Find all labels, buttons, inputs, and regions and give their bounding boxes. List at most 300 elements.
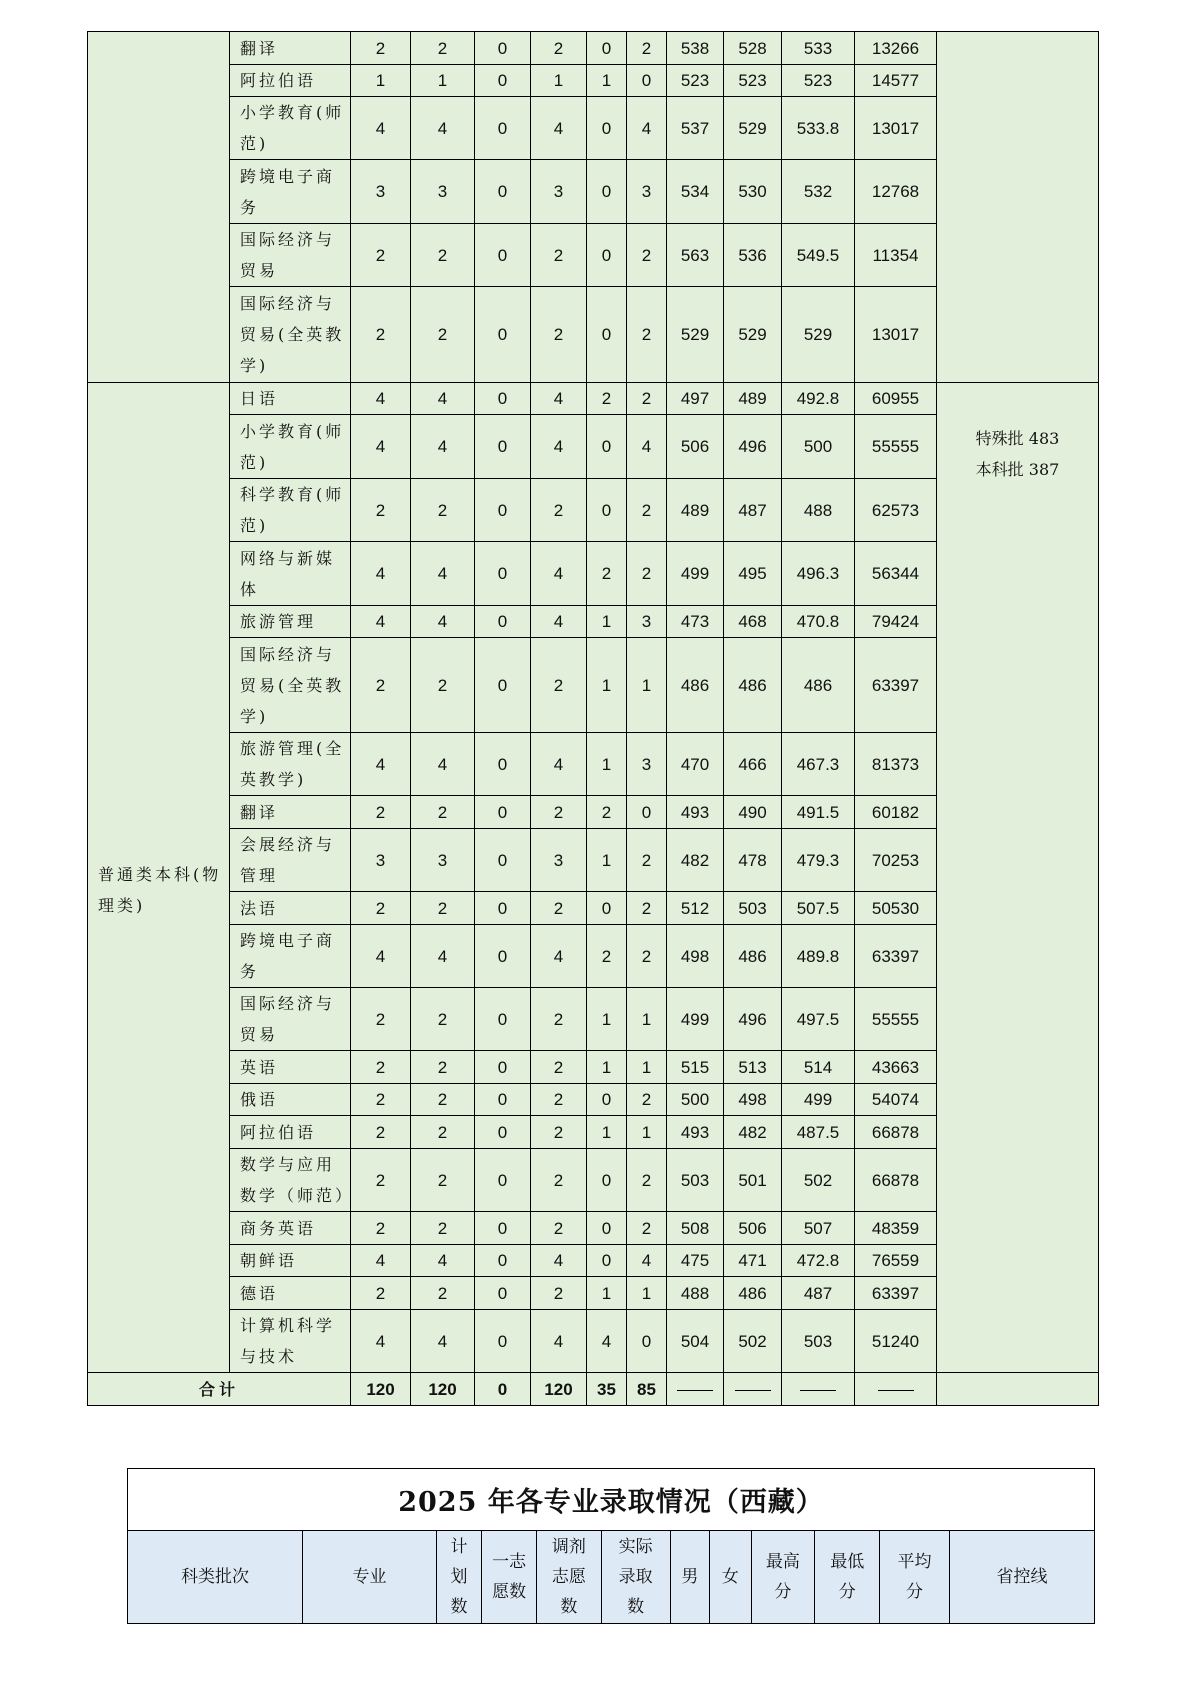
header-line: 分	[774, 1582, 792, 1602]
min-cell: 468	[724, 606, 782, 638]
adjusted-cell: 0	[475, 542, 531, 606]
first-choice-cell: 4	[411, 733, 475, 796]
total-first-choice: 120	[411, 1373, 475, 1406]
rank-cell: 62573	[855, 479, 937, 542]
female-cell: 1	[627, 988, 667, 1051]
male-cell: 0	[587, 1212, 627, 1245]
male-cell: 1	[587, 988, 627, 1051]
max-cell: 523	[667, 65, 724, 97]
plan-cell: 2	[351, 1277, 411, 1310]
max-cell: 482	[667, 829, 724, 892]
avg-cell: 532	[782, 160, 855, 224]
adjusted-cell: 0	[475, 1149, 531, 1212]
dash-placeholder	[677, 1390, 713, 1391]
adjusted-cell: 0	[475, 1084, 531, 1116]
avg-cell: 487.5	[782, 1116, 855, 1149]
header-admitted	[601, 1531, 670, 1624]
female-cell: 3	[627, 160, 667, 224]
header-major	[303, 1531, 437, 1624]
min-cell: 501	[724, 1149, 782, 1212]
header-line: 专业	[352, 1567, 387, 1587]
max-cell: 473	[667, 606, 724, 638]
header-line: 数	[560, 1597, 578, 1617]
male-cell: 4	[587, 1310, 627, 1373]
total-rank	[855, 1373, 937, 1406]
plan-cell: 3	[351, 829, 411, 892]
adjusted-cell: 0	[475, 415, 531, 479]
plan-cell: 2	[351, 892, 411, 925]
male-cell: 0	[587, 415, 627, 479]
major-cell: 计算机科学与技术	[230, 1310, 351, 1373]
avg-cell: 523	[782, 65, 855, 97]
min-cell: 496	[724, 988, 782, 1051]
major-cell: 俄语	[230, 1084, 351, 1116]
major-cell: 翻译	[230, 796, 351, 829]
male-cell: 2	[587, 796, 627, 829]
avg-cell: 467.3	[782, 733, 855, 796]
max-cell: 500	[667, 1084, 724, 1116]
header-line: 女	[721, 1567, 739, 1587]
admitted-cell: 2	[531, 32, 587, 65]
avg-cell: 472.8	[782, 1245, 855, 1277]
first-choice-cell: 2	[411, 988, 475, 1051]
first-choice-cell: 4	[411, 1245, 475, 1277]
plan-cell: 2	[351, 1149, 411, 1212]
min-cell: 502	[724, 1310, 782, 1373]
max-cell: 493	[667, 1116, 724, 1149]
female-cell: 2	[627, 542, 667, 606]
rank-cell: 11354	[855, 224, 937, 287]
min-cell: 528	[724, 32, 782, 65]
max-cell: 499	[667, 542, 724, 606]
min-cell: 498	[724, 1084, 782, 1116]
header-control-line	[949, 1531, 1094, 1624]
adjusted-cell: 0	[475, 32, 531, 65]
adjusted-cell: 0	[475, 925, 531, 988]
female-cell: 2	[627, 892, 667, 925]
dash-placeholder	[735, 1390, 771, 1391]
major-cell: 旅游管理(全英教学)	[230, 733, 351, 796]
max-cell: 489	[667, 479, 724, 542]
first-choice-cell: 4	[411, 606, 475, 638]
rank-cell: 60182	[855, 796, 937, 829]
avg-cell: 529	[782, 287, 855, 383]
first-choice-cell: 2	[411, 638, 475, 733]
admitted-cell: 4	[531, 97, 587, 160]
max-cell: 486	[667, 638, 724, 733]
rank-cell: 55555	[855, 988, 937, 1051]
total-control-line	[937, 1373, 1099, 1406]
avg-cell: 514	[782, 1051, 855, 1084]
max-cell: 470	[667, 733, 724, 796]
female-cell: 2	[627, 1084, 667, 1116]
adjusted-cell: 0	[475, 383, 531, 415]
adjusted-cell: 0	[475, 733, 531, 796]
major-cell: 英语	[230, 1051, 351, 1084]
male-cell: 0	[587, 287, 627, 383]
header-line: 数	[450, 1597, 468, 1617]
female-cell: 2	[627, 925, 667, 988]
male-cell: 0	[587, 160, 627, 224]
table-title: 2025 年各专业录取情况（西藏）	[128, 1469, 1095, 1531]
header-line: 省控线	[996, 1567, 1048, 1587]
header-line: 划	[450, 1567, 468, 1587]
first-choice-cell: 2	[411, 287, 475, 383]
first-choice-cell: 2	[411, 1116, 475, 1149]
header-line: 平均	[897, 1552, 932, 1572]
plan-cell: 3	[351, 160, 411, 224]
plan-cell: 2	[351, 988, 411, 1051]
header-female	[710, 1531, 752, 1624]
min-cell: 490	[724, 796, 782, 829]
max-cell: 499	[667, 988, 724, 1051]
admitted-cell: 2	[531, 638, 587, 733]
male-cell: 2	[587, 925, 627, 988]
admitted-cell: 4	[531, 1245, 587, 1277]
max-cell: 498	[667, 925, 724, 988]
plan-cell: 4	[351, 1310, 411, 1373]
header-line: 男	[681, 1567, 699, 1587]
female-cell: 1	[627, 1116, 667, 1149]
plan-cell: 4	[351, 542, 411, 606]
min-cell: 530	[724, 160, 782, 224]
rank-cell: 66878	[855, 1149, 937, 1212]
min-cell: 486	[724, 638, 782, 733]
female-cell: 1	[627, 1051, 667, 1084]
male-cell: 0	[587, 1245, 627, 1277]
header-max	[751, 1531, 815, 1624]
admitted-cell: 4	[531, 383, 587, 415]
max-cell: 515	[667, 1051, 724, 1084]
adjusted-cell: 0	[475, 829, 531, 892]
rank-cell: 51240	[855, 1310, 937, 1373]
adjusted-cell: 0	[475, 479, 531, 542]
max-cell: 506	[667, 415, 724, 479]
male-cell: 1	[587, 65, 627, 97]
male-cell: 0	[587, 32, 627, 65]
admitted-cell: 3	[531, 160, 587, 224]
rank-cell: 66878	[855, 1116, 937, 1149]
adjusted-cell: 0	[475, 796, 531, 829]
admitted-cell: 2	[531, 892, 587, 925]
major-cell: 数学与应用数学（师范）	[230, 1149, 351, 1212]
header-line: 愿数	[492, 1582, 527, 1602]
first-choice-cell: 3	[411, 829, 475, 892]
admitted-cell: 1	[531, 65, 587, 97]
adjusted-cell: 0	[475, 224, 531, 287]
rank-cell: 50530	[855, 892, 937, 925]
first-choice-cell: 2	[411, 224, 475, 287]
admitted-cell: 2	[531, 1277, 587, 1310]
plan-cell: 1	[351, 65, 411, 97]
min-cell: 506	[724, 1212, 782, 1245]
avg-cell: 479.3	[782, 829, 855, 892]
category-cell	[88, 32, 230, 383]
rank-cell: 79424	[855, 606, 937, 638]
avg-cell: 500	[782, 415, 855, 479]
rank-cell: 60955	[855, 383, 937, 415]
header-line: 分	[838, 1582, 856, 1602]
plan-cell: 4	[351, 733, 411, 796]
major-cell: 国际经济与贸易(全英教学)	[230, 287, 351, 383]
avg-cell: 507.5	[782, 892, 855, 925]
header-line: 计	[450, 1537, 468, 1557]
admitted-cell: 4	[531, 415, 587, 479]
major-cell: 德语	[230, 1277, 351, 1310]
female-cell: 2	[627, 479, 667, 542]
header-row	[128, 1531, 1095, 1624]
adjusted-cell: 0	[475, 988, 531, 1051]
rank-cell: 43663	[855, 1051, 937, 1084]
total-plan: 120	[351, 1373, 411, 1406]
avg-cell: 507	[782, 1212, 855, 1245]
header-line: 科类批次	[181, 1567, 250, 1587]
total-row	[88, 1373, 1099, 1406]
max-cell: 503	[667, 1149, 724, 1212]
female-cell: 1	[627, 638, 667, 733]
avg-cell: 549.5	[782, 224, 855, 287]
admitted-cell: 2	[531, 1149, 587, 1212]
major-cell: 日语	[230, 383, 351, 415]
admitted-cell: 2	[531, 287, 587, 383]
adjusted-cell: 0	[475, 65, 531, 97]
male-cell: 0	[587, 1149, 627, 1212]
female-cell: 4	[627, 415, 667, 479]
plan-cell: 2	[351, 32, 411, 65]
avg-cell: 533.8	[782, 97, 855, 160]
control-line-note: 本科批 387	[975, 460, 1060, 479]
major-cell: 商务英语	[230, 1212, 351, 1245]
avg-cell: 488	[782, 479, 855, 542]
plan-cell: 4	[351, 1245, 411, 1277]
rank-cell: 70253	[855, 829, 937, 892]
adjusted-cell: 0	[475, 1212, 531, 1245]
header-male	[670, 1531, 709, 1624]
header-avg	[880, 1531, 950, 1624]
major-cell: 法语	[230, 892, 351, 925]
table-row	[88, 32, 1099, 65]
major-cell: 跨境电子商务	[230, 925, 351, 988]
max-cell: 508	[667, 1212, 724, 1245]
max-cell: 529	[667, 287, 724, 383]
adjusted-cell: 0	[475, 287, 531, 383]
avg-cell: 496.3	[782, 542, 855, 606]
major-cell: 跨境电子商务	[230, 160, 351, 224]
table-row	[88, 383, 1099, 415]
avg-cell: 489.8	[782, 925, 855, 988]
header-min	[815, 1531, 880, 1624]
plan-cell: 2	[351, 287, 411, 383]
plan-cell: 4	[351, 415, 411, 479]
min-cell: 486	[724, 925, 782, 988]
major-cell: 阿拉伯语	[230, 65, 351, 97]
first-choice-cell: 2	[411, 1212, 475, 1245]
min-cell: 486	[724, 1277, 782, 1310]
adjusted-cell: 0	[475, 1310, 531, 1373]
male-cell: 1	[587, 1051, 627, 1084]
header-first-choice	[482, 1531, 537, 1624]
max-cell: 563	[667, 224, 724, 287]
total-adjusted: 0	[475, 1373, 531, 1406]
adjusted-cell: 0	[475, 1116, 531, 1149]
female-cell: 2	[627, 1149, 667, 1212]
max-cell: 497	[667, 383, 724, 415]
avg-cell: 486	[782, 638, 855, 733]
female-cell: 2	[627, 829, 667, 892]
rank-cell: 76559	[855, 1245, 937, 1277]
min-cell: 496	[724, 415, 782, 479]
rank-cell: 56344	[855, 542, 937, 606]
max-cell: 512	[667, 892, 724, 925]
total-max	[667, 1373, 724, 1406]
total-admitted: 120	[531, 1373, 587, 1406]
major-cell: 小学教育(师范)	[230, 97, 351, 160]
female-cell: 4	[627, 97, 667, 160]
total-male: 35	[587, 1373, 627, 1406]
rank-cell: 14577	[855, 65, 937, 97]
female-cell: 1	[627, 1277, 667, 1310]
admitted-cell: 4	[531, 733, 587, 796]
plan-cell: 2	[351, 1212, 411, 1245]
admitted-cell: 4	[531, 1310, 587, 1373]
admitted-cell: 2	[531, 1116, 587, 1149]
admitted-cell: 2	[531, 479, 587, 542]
major-cell: 国际经济与贸易(全英教学)	[230, 638, 351, 733]
adjusted-cell: 0	[475, 1277, 531, 1310]
adjusted-cell: 0	[475, 892, 531, 925]
female-cell: 2	[627, 32, 667, 65]
male-cell: 0	[587, 224, 627, 287]
adjusted-cell: 0	[475, 638, 531, 733]
male-cell: 0	[587, 892, 627, 925]
min-cell: 523	[724, 65, 782, 97]
female-cell: 2	[627, 1212, 667, 1245]
avg-cell: 502	[782, 1149, 855, 1212]
plan-cell: 2	[351, 479, 411, 542]
rank-cell: 13017	[855, 97, 937, 160]
male-cell: 1	[587, 829, 627, 892]
header-category	[128, 1531, 303, 1624]
male-cell: 0	[587, 479, 627, 542]
first-choice-cell: 2	[411, 1051, 475, 1084]
first-choice-cell: 2	[411, 892, 475, 925]
female-cell: 2	[627, 224, 667, 287]
admitted-cell: 2	[531, 1212, 587, 1245]
admission-table-continued	[87, 31, 1099, 1406]
first-choice-cell: 3	[411, 160, 475, 224]
plan-cell: 4	[351, 925, 411, 988]
adjusted-cell: 0	[475, 606, 531, 638]
first-choice-cell: 2	[411, 796, 475, 829]
header-line: 一志	[492, 1552, 527, 1572]
admitted-cell: 2	[531, 988, 587, 1051]
rank-cell: 63397	[855, 638, 937, 733]
rank-cell: 63397	[855, 1277, 937, 1310]
major-cell: 网络与新媒体	[230, 542, 351, 606]
major-cell: 翻译	[230, 32, 351, 65]
male-cell: 1	[587, 606, 627, 638]
plan-cell: 2	[351, 1084, 411, 1116]
admitted-cell: 2	[531, 224, 587, 287]
rank-cell: 13017	[855, 287, 937, 383]
first-choice-cell: 4	[411, 542, 475, 606]
plan-cell: 2	[351, 224, 411, 287]
adjusted-cell: 0	[475, 1245, 531, 1277]
max-cell: 493	[667, 796, 724, 829]
male-cell: 2	[587, 383, 627, 415]
major-cell: 小学教育(师范)	[230, 415, 351, 479]
avg-cell: 492.8	[782, 383, 855, 415]
admitted-cell: 2	[531, 1084, 587, 1116]
female-cell: 0	[627, 65, 667, 97]
header-line: 志愿	[551, 1567, 586, 1587]
min-cell: 489	[724, 383, 782, 415]
first-choice-cell: 2	[411, 479, 475, 542]
header-line: 录取	[618, 1567, 653, 1587]
header-line: 最高	[765, 1552, 800, 1572]
rank-cell: 81373	[855, 733, 937, 796]
major-cell: 旅游管理	[230, 606, 351, 638]
first-choice-cell: 1	[411, 65, 475, 97]
adjusted-cell: 0	[475, 97, 531, 160]
major-cell: 会展经济与管理	[230, 829, 351, 892]
header-line: 调剂	[551, 1537, 586, 1557]
admitted-cell: 2	[531, 796, 587, 829]
admitted-cell: 4	[531, 542, 587, 606]
avg-cell: 470.8	[782, 606, 855, 638]
min-cell: 529	[724, 287, 782, 383]
min-cell: 513	[724, 1051, 782, 1084]
first-choice-cell: 4	[411, 925, 475, 988]
admitted-cell: 3	[531, 829, 587, 892]
first-choice-cell: 4	[411, 383, 475, 415]
rank-cell: 63397	[855, 925, 937, 988]
max-cell: 488	[667, 1277, 724, 1310]
avg-cell: 503	[782, 1310, 855, 1373]
min-cell: 495	[724, 542, 782, 606]
avg-cell: 499	[782, 1084, 855, 1116]
max-cell: 534	[667, 160, 724, 224]
major-cell: 国际经济与贸易	[230, 224, 351, 287]
min-cell: 536	[724, 224, 782, 287]
rank-cell: 12768	[855, 160, 937, 224]
dash-placeholder	[878, 1390, 914, 1391]
avg-cell: 487	[782, 1277, 855, 1310]
header-plan	[436, 1531, 482, 1624]
major-cell: 朝鲜语	[230, 1245, 351, 1277]
rank-cell: 55555	[855, 415, 937, 479]
control-line-cell	[937, 383, 1099, 1373]
major-cell: 阿拉伯语	[230, 1116, 351, 1149]
admission-table-tibet	[127, 1468, 1095, 1624]
male-cell: 1	[587, 733, 627, 796]
rank-cell: 48359	[855, 1212, 937, 1245]
plan-cell: 2	[351, 638, 411, 733]
min-cell: 466	[724, 733, 782, 796]
female-cell: 3	[627, 606, 667, 638]
major-cell: 国际经济与贸易	[230, 988, 351, 1051]
female-cell: 2	[627, 287, 667, 383]
male-cell: 0	[587, 97, 627, 160]
total-label: 合计	[88, 1373, 351, 1406]
header-line: 数	[627, 1597, 645, 1617]
min-cell: 487	[724, 479, 782, 542]
avg-cell: 497.5	[782, 988, 855, 1051]
male-cell: 0	[587, 1084, 627, 1116]
plan-cell: 4	[351, 606, 411, 638]
min-cell: 482	[724, 1116, 782, 1149]
first-choice-cell: 4	[411, 1310, 475, 1373]
